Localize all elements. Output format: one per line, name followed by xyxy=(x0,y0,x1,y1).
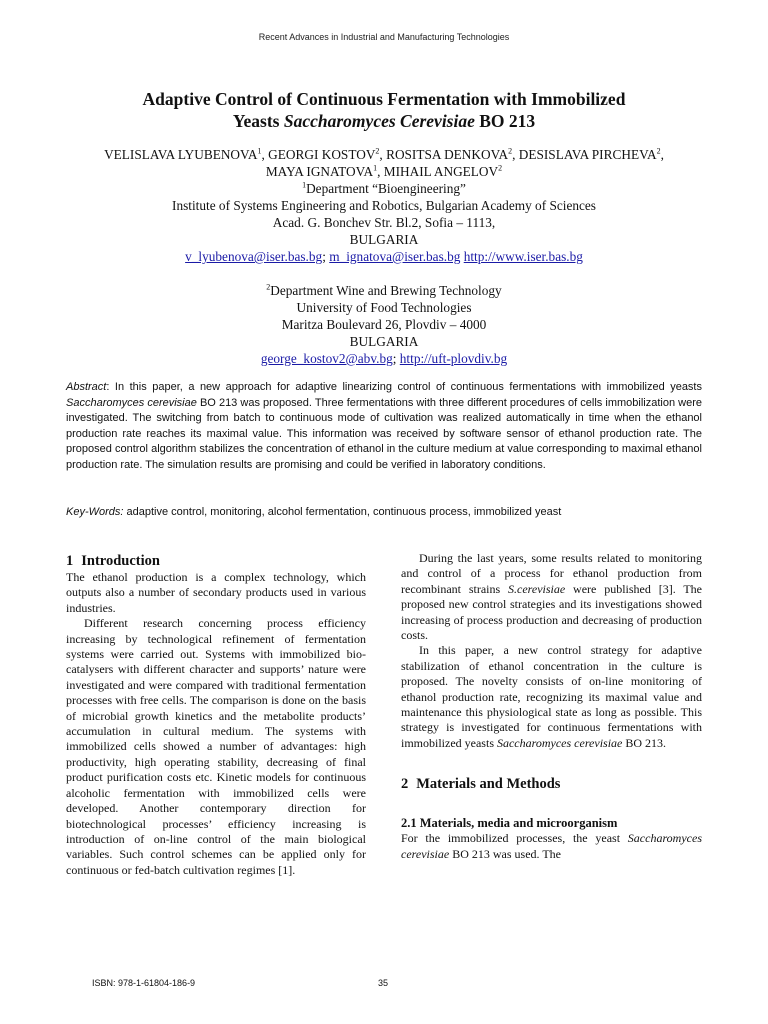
abstract xyxy=(66,380,702,474)
separator: ; xyxy=(392,351,400,366)
left-column xyxy=(66,552,366,878)
section-number: 2 xyxy=(401,776,409,793)
section-1-heading xyxy=(66,552,366,570)
author-name: VELISLAVA LYUBENOVA xyxy=(104,147,258,162)
author-affil-sup: 1 xyxy=(373,163,378,173)
paragraph-text: BO 213. xyxy=(622,735,667,750)
paragraph-text: For the immobilized processes, the yeast xyxy=(401,831,628,846)
paragraph xyxy=(401,643,702,751)
species-name: Saccharomyces cerevisiae xyxy=(66,396,197,409)
affiliation-1-address: Acad. G. Bonchev Str. Bl.2, Sofia – 1113, xyxy=(272,215,496,230)
subsection-2-1-heading: 2.1 Materials, media and microorganism xyxy=(401,816,618,831)
paper-title xyxy=(60,88,708,132)
title-line-1: Adaptive Control of Continuous Fermentation with Immobilized xyxy=(142,89,626,109)
abstract-text: BO 213 was proposed. Three fermentations with three different procedures of cells immobilization were investigated. The switching from batch to continuous mode of cultivation was realized automatically in time when the ethanol production rate reaches its maximal value. This information was received by software sensor of ethanol production rate. The proposed control algorithm stabilizes the concentration of ethanol in the culture medium at value corresponding to maximal ethanol production rate. The simulation results are promising and could be verified in laboratory conditions. xyxy=(66,396,702,471)
section-number: 1 xyxy=(66,553,74,569)
abstract-label: Abstract xyxy=(66,381,107,393)
paragraph xyxy=(401,551,702,643)
email-link[interactable]: v_lyubenova@iser.bas.bg xyxy=(185,249,323,264)
affiliation-2-department xyxy=(60,282,708,299)
abstract-text: : In this paper, a new approach for adaptive linearizing control of continuous fermentations with immobilized yeasts xyxy=(106,381,702,393)
author-name: , MAYA IGNATOVA xyxy=(265,147,664,179)
authors-block xyxy=(60,146,708,367)
paragraph: Different research concerning process efficiency increasing by technological refinement of fermentation systems were carried out. Systems with immobilized bio-catalysers with different character and supports’ nature were investigated and were compared with traditional fermentation processes with free cells. The comparison is done on the basis of microbial growth kinetics and the metabolite products’ accumulation in cultural medium. The systems with immobilized cells showed a number of advantages: high productivity, high operating stability, decreasing of final product purification costs etc. Kinetic models for continuous alcoholic fermentation with immobilized cells were developed. Another contemporary direction for biotechnological processes’ efficiency increasing is introduction of on-line control of the main biological variables. Such control schemes can be applied only for continuous or fed-batch cultivation regimes [1]. xyxy=(66,616,366,877)
affiliation-1-country: BULGARIA xyxy=(349,232,419,247)
affil-sup: 1 xyxy=(302,180,307,190)
department-name: Department Wine and Brewing Technology xyxy=(270,283,502,298)
species-name: S.cerevisiae xyxy=(508,581,566,596)
author-affil-sup: 2 xyxy=(498,163,503,173)
species-name: Saccharomyces cerevisiae xyxy=(401,831,702,861)
paragraph-text: During the last years, some results related to monitoring and control of a process for ethanol production from recombinant strains xyxy=(401,551,702,596)
section-2-heading xyxy=(401,775,702,793)
affiliation-2-contacts xyxy=(60,350,708,367)
email-link[interactable]: george_kostov2@abv.bg xyxy=(260,351,393,366)
right-column xyxy=(401,551,702,862)
separator: ; xyxy=(322,249,330,264)
section-title: Introduction xyxy=(81,553,160,569)
author-list xyxy=(60,146,708,180)
author-affil-sup: 2 xyxy=(508,146,513,156)
affiliation-1-contacts xyxy=(60,248,708,265)
author-affil-sup: 2 xyxy=(375,146,380,156)
website-link[interactable]: http://www.iser.bas.bg xyxy=(463,249,583,264)
keywords-text: adaptive control, monitoring, alcohol fermentation, continuous process, immobilized yeast xyxy=(123,506,562,518)
affil-sup: 2 xyxy=(266,282,271,292)
author-name: , MIHAIL ANGELOV xyxy=(377,164,499,179)
author-affil-sup: 1 xyxy=(257,146,262,156)
paragraph: The ethanol production is a complex technology, which outputs also a number of secondary products used in various industries. xyxy=(66,570,366,615)
affiliation-2-country: BULGARIA xyxy=(349,334,419,349)
author-name: , GEORGI KOSTOV xyxy=(261,147,376,162)
running-head: Recent Advances in Industrial and Manufacturing Technologies xyxy=(258,32,510,42)
footer-isbn: ISBN: 978-1-61804-186-9 xyxy=(92,978,196,988)
title-species: Saccharomyces Cerevisiae xyxy=(283,111,475,131)
paragraph-text: were published [3]. The proposed new control strategies and its investigations showed increasing of process production and decreasing of production costs. xyxy=(401,581,702,643)
department-name: Department “Bioengineering” xyxy=(306,181,466,196)
affiliation-1-institute: Institute of Systems Engineering and Robotics, Bulgarian Academy of Sciences xyxy=(172,198,596,213)
section-title: Materials and Methods xyxy=(416,776,561,793)
species-name: Saccharomyces cerevisiae xyxy=(496,735,623,750)
author-affil-sup: 2 xyxy=(656,146,661,156)
affiliation-1-department xyxy=(60,180,708,197)
paragraph xyxy=(401,831,702,862)
title-line-2-pre: Yeasts xyxy=(232,111,284,131)
keywords-label: Key-Words: xyxy=(66,506,124,518)
affiliation-2-address: Maritza Boulevard 26, Plovdiv – 4000 xyxy=(281,317,487,332)
title-line-2-post: BO 213 xyxy=(474,111,536,131)
website-link[interactable]: http://uft-plovdiv.bg xyxy=(399,351,508,366)
affiliation-2-institute: University of Food Technologies xyxy=(296,300,472,315)
page-number: 35 xyxy=(378,978,389,988)
keywords xyxy=(66,505,702,520)
author-name: , ROSITSA DENKOVA xyxy=(379,147,509,162)
author-name: , DESISLAVA PIRCHEVA xyxy=(512,147,657,162)
email-link[interactable]: m_ignatova@iser.bas.bg xyxy=(329,249,461,264)
paragraph-text: BO 213 was used. The xyxy=(449,846,561,861)
paragraph-text: In this paper, a new control strategy for adaptive stabilization of ethanol concentration in the culture is proposed. The novelty consists of on-line monitoring of ethanol production rate, recognizing its maximal value and maintenance this physiological state as long as possible. This strategy is investigated for continuous fermentations with immobilized yeasts xyxy=(401,643,702,750)
